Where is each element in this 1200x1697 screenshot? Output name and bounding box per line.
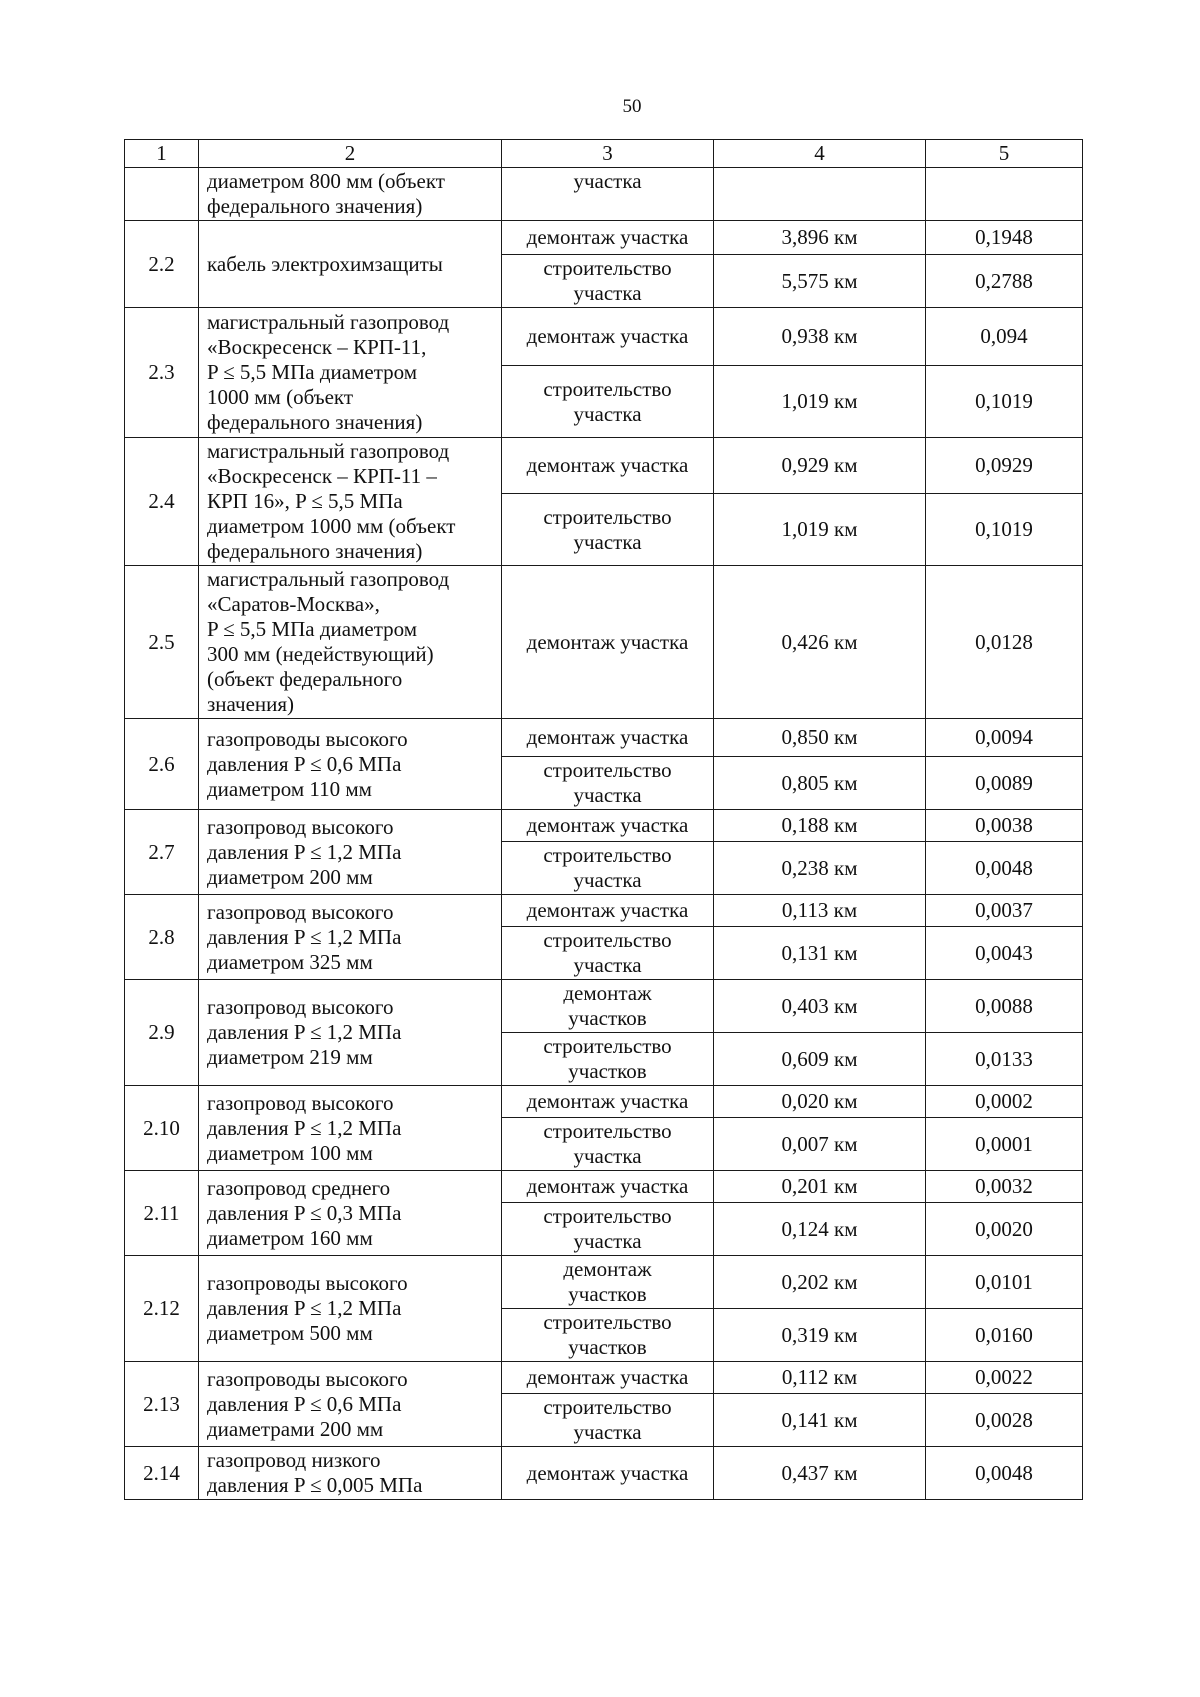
- work-cell: строительство участка: [502, 927, 714, 980]
- area-cell: 0,0032: [926, 1171, 1083, 1203]
- page-number: 50: [622, 96, 642, 117]
- length-cell: 0,403 км: [714, 980, 926, 1033]
- work-cell: демонтаж участка: [502, 438, 714, 494]
- work-cell: строительство участка: [502, 255, 714, 308]
- length-cell: 0,131 км: [714, 927, 926, 980]
- length-cell: 1,019 км: [714, 366, 926, 438]
- area-cell: 0,0048: [926, 1447, 1083, 1500]
- object-cell: газопровод высокого давления P ≤ 1,2 МПа диаметром 325 мм: [199, 895, 502, 980]
- table-row: [125, 1171, 1083, 1203]
- work-cell: строительство участка: [502, 1203, 714, 1256]
- length-cell: 0,319 км: [714, 1309, 926, 1362]
- area-cell: 0,0929: [926, 438, 1083, 494]
- object-cell: газопроводы высокого давления P ≤ 0,6 МПа диаметром 110 мм: [199, 719, 502, 810]
- table-row: [125, 1447, 1083, 1500]
- row-number-cell: 2.8: [125, 895, 199, 980]
- row-number-cell: 2.6: [125, 719, 199, 810]
- work-cell: демонтаж участка: [502, 221, 714, 255]
- length-cell: 0,020 км: [714, 1086, 926, 1118]
- area-cell: 0,0101: [926, 1256, 1083, 1309]
- area-cell: 0,0022: [926, 1362, 1083, 1394]
- column-header: 5: [926, 140, 1083, 168]
- table-row: [125, 168, 1083, 221]
- table-row: [125, 895, 1083, 927]
- length-cell: 0,201 км: [714, 1171, 926, 1203]
- row-number-cell: 2.11: [125, 1171, 199, 1256]
- area-cell: [926, 168, 1083, 221]
- object-cell: магистральный газопровод «Воскресенск – КРП-11 – КРП 16», P ≤ 5,5 МПа диаметром 1000 мм (объект федерального значения): [199, 438, 502, 566]
- row-number-cell: 2.2: [125, 221, 199, 308]
- row-number-cell: 2.10: [125, 1086, 199, 1171]
- area-cell: 0,1948: [926, 221, 1083, 255]
- row-number-cell: [125, 168, 199, 221]
- table-row: [125, 810, 1083, 842]
- object-cell: диаметром 800 мм (объект федерального значения): [199, 168, 502, 221]
- work-cell: демонтаж участка: [502, 1171, 714, 1203]
- row-number-cell: 2.13: [125, 1362, 199, 1447]
- area-cell: 0,0094: [926, 719, 1083, 757]
- work-cell: демонтаж участка: [502, 1362, 714, 1394]
- object-cell: газопроводы высокого давления P ≤ 1,2 МПа диаметром 500 мм: [199, 1256, 502, 1362]
- area-cell: 0,0160: [926, 1309, 1083, 1362]
- length-cell: 0,124 км: [714, 1203, 926, 1256]
- work-cell: строительство участка: [502, 757, 714, 810]
- work-cell: демонтаж участков: [502, 980, 714, 1033]
- work-cell: участка: [502, 168, 714, 221]
- area-cell: 0,0088: [926, 980, 1083, 1033]
- table-row: [125, 308, 1083, 366]
- work-cell: демонтаж участка: [502, 810, 714, 842]
- object-cell: газопровод высокого давления P ≤ 1,2 МПа диаметром 219 мм: [199, 980, 502, 1086]
- table-row: [125, 980, 1083, 1033]
- area-cell: 0,1019: [926, 494, 1083, 566]
- row-number-cell: 2.5: [125, 566, 199, 719]
- column-header: 4: [714, 140, 926, 168]
- area-cell: 0,0037: [926, 895, 1083, 927]
- row-number-cell: 2.9: [125, 980, 199, 1086]
- area-cell: 0,0002: [926, 1086, 1083, 1118]
- work-cell: строительство участка: [502, 1394, 714, 1447]
- length-cell: 0,112 км: [714, 1362, 926, 1394]
- object-cell: магистральный газопровод «Воскресенск – КРП-11, P ≤ 5,5 МПа диаметром 1000 мм (объект федерального значения): [199, 308, 502, 438]
- area-cell: 0,0128: [926, 566, 1083, 719]
- length-cell: 0,805 км: [714, 757, 926, 810]
- area-cell: 0,1019: [926, 366, 1083, 438]
- row-number-cell: 2.12: [125, 1256, 199, 1362]
- length-cell: 5,575 км: [714, 255, 926, 308]
- length-cell: 0,938 км: [714, 308, 926, 366]
- work-cell: демонтаж участка: [502, 895, 714, 927]
- work-cell: строительство участка: [502, 494, 714, 566]
- work-cell: демонтаж участка: [502, 1086, 714, 1118]
- data-table: [124, 139, 1083, 1500]
- work-cell: строительство участка: [502, 366, 714, 438]
- column-header: 1: [125, 140, 199, 168]
- work-cell: демонтаж участка: [502, 566, 714, 719]
- length-cell: 0,007 км: [714, 1118, 926, 1171]
- work-cell: демонтаж участка: [502, 308, 714, 366]
- length-cell: 0,188 км: [714, 810, 926, 842]
- length-cell: 0,609 км: [714, 1033, 926, 1086]
- area-cell: 0,0048: [926, 842, 1083, 895]
- row-number-cell: 2.3: [125, 308, 199, 438]
- area-cell: 0,0089: [926, 757, 1083, 810]
- table-row: [125, 221, 1083, 255]
- object-cell: газопровод высокого давления P ≤ 1,2 МПа диаметром 100 мм: [199, 1086, 502, 1171]
- object-cell: газопровод низкого давления P ≤ 0,005 МПа: [199, 1447, 502, 1500]
- work-cell: строительство участков: [502, 1033, 714, 1086]
- row-number-cell: 2.4: [125, 438, 199, 566]
- area-cell: 0,0001: [926, 1118, 1083, 1171]
- work-cell: строительство участков: [502, 1309, 714, 1362]
- table-row: [125, 1086, 1083, 1118]
- table-row: [125, 1362, 1083, 1394]
- length-cell: 0,238 км: [714, 842, 926, 895]
- object-cell: газопроводы высокого давления P ≤ 0,6 МПа диаметрами 200 мм: [199, 1362, 502, 1447]
- work-cell: демонтаж участка: [502, 1447, 714, 1500]
- column-header: 3: [502, 140, 714, 168]
- table-row: [125, 438, 1083, 494]
- length-cell: 0,929 км: [714, 438, 926, 494]
- table-row: [125, 1256, 1083, 1309]
- work-cell: строительство участка: [502, 842, 714, 895]
- work-cell: демонтаж участков: [502, 1256, 714, 1309]
- work-cell: демонтаж участка: [502, 719, 714, 757]
- length-cell: 0,850 км: [714, 719, 926, 757]
- column-header: 2: [199, 140, 502, 168]
- length-cell: 1,019 км: [714, 494, 926, 566]
- area-cell: 0,0038: [926, 810, 1083, 842]
- length-cell: 0,426 км: [714, 566, 926, 719]
- area-cell: 0,2788: [926, 255, 1083, 308]
- length-cell: [714, 168, 926, 221]
- row-number-cell: 2.14: [125, 1447, 199, 1500]
- object-cell: кабель электрохимзащиты: [199, 221, 502, 308]
- length-cell: 0,437 км: [714, 1447, 926, 1500]
- area-cell: 0,0133: [926, 1033, 1083, 1086]
- length-cell: 0,113 км: [714, 895, 926, 927]
- row-number-cell: 2.7: [125, 810, 199, 895]
- table-row: [125, 719, 1083, 757]
- table-row: [125, 566, 1083, 719]
- length-cell: 0,141 км: [714, 1394, 926, 1447]
- area-cell: 0,0020: [926, 1203, 1083, 1256]
- length-cell: 0,202 км: [714, 1256, 926, 1309]
- object-cell: газопровод высокого давления P ≤ 1,2 МПа диаметром 200 мм: [199, 810, 502, 895]
- area-cell: 0,0028: [926, 1394, 1083, 1447]
- header-row: [125, 140, 1083, 168]
- table-body: [125, 140, 1083, 1500]
- object-cell: газопровод среднего давления P ≤ 0,3 МПа диаметром 160 мм: [199, 1171, 502, 1256]
- work-cell: строительство участка: [502, 1118, 714, 1171]
- area-cell: 0,0043: [926, 927, 1083, 980]
- object-cell: магистральный газопровод «Саратов-Москва», P ≤ 5,5 МПа диаметром 300 мм (недействующий) (объект федерального значения): [199, 566, 502, 719]
- area-cell: 0,094: [926, 308, 1083, 366]
- length-cell: 3,896 км: [714, 221, 926, 255]
